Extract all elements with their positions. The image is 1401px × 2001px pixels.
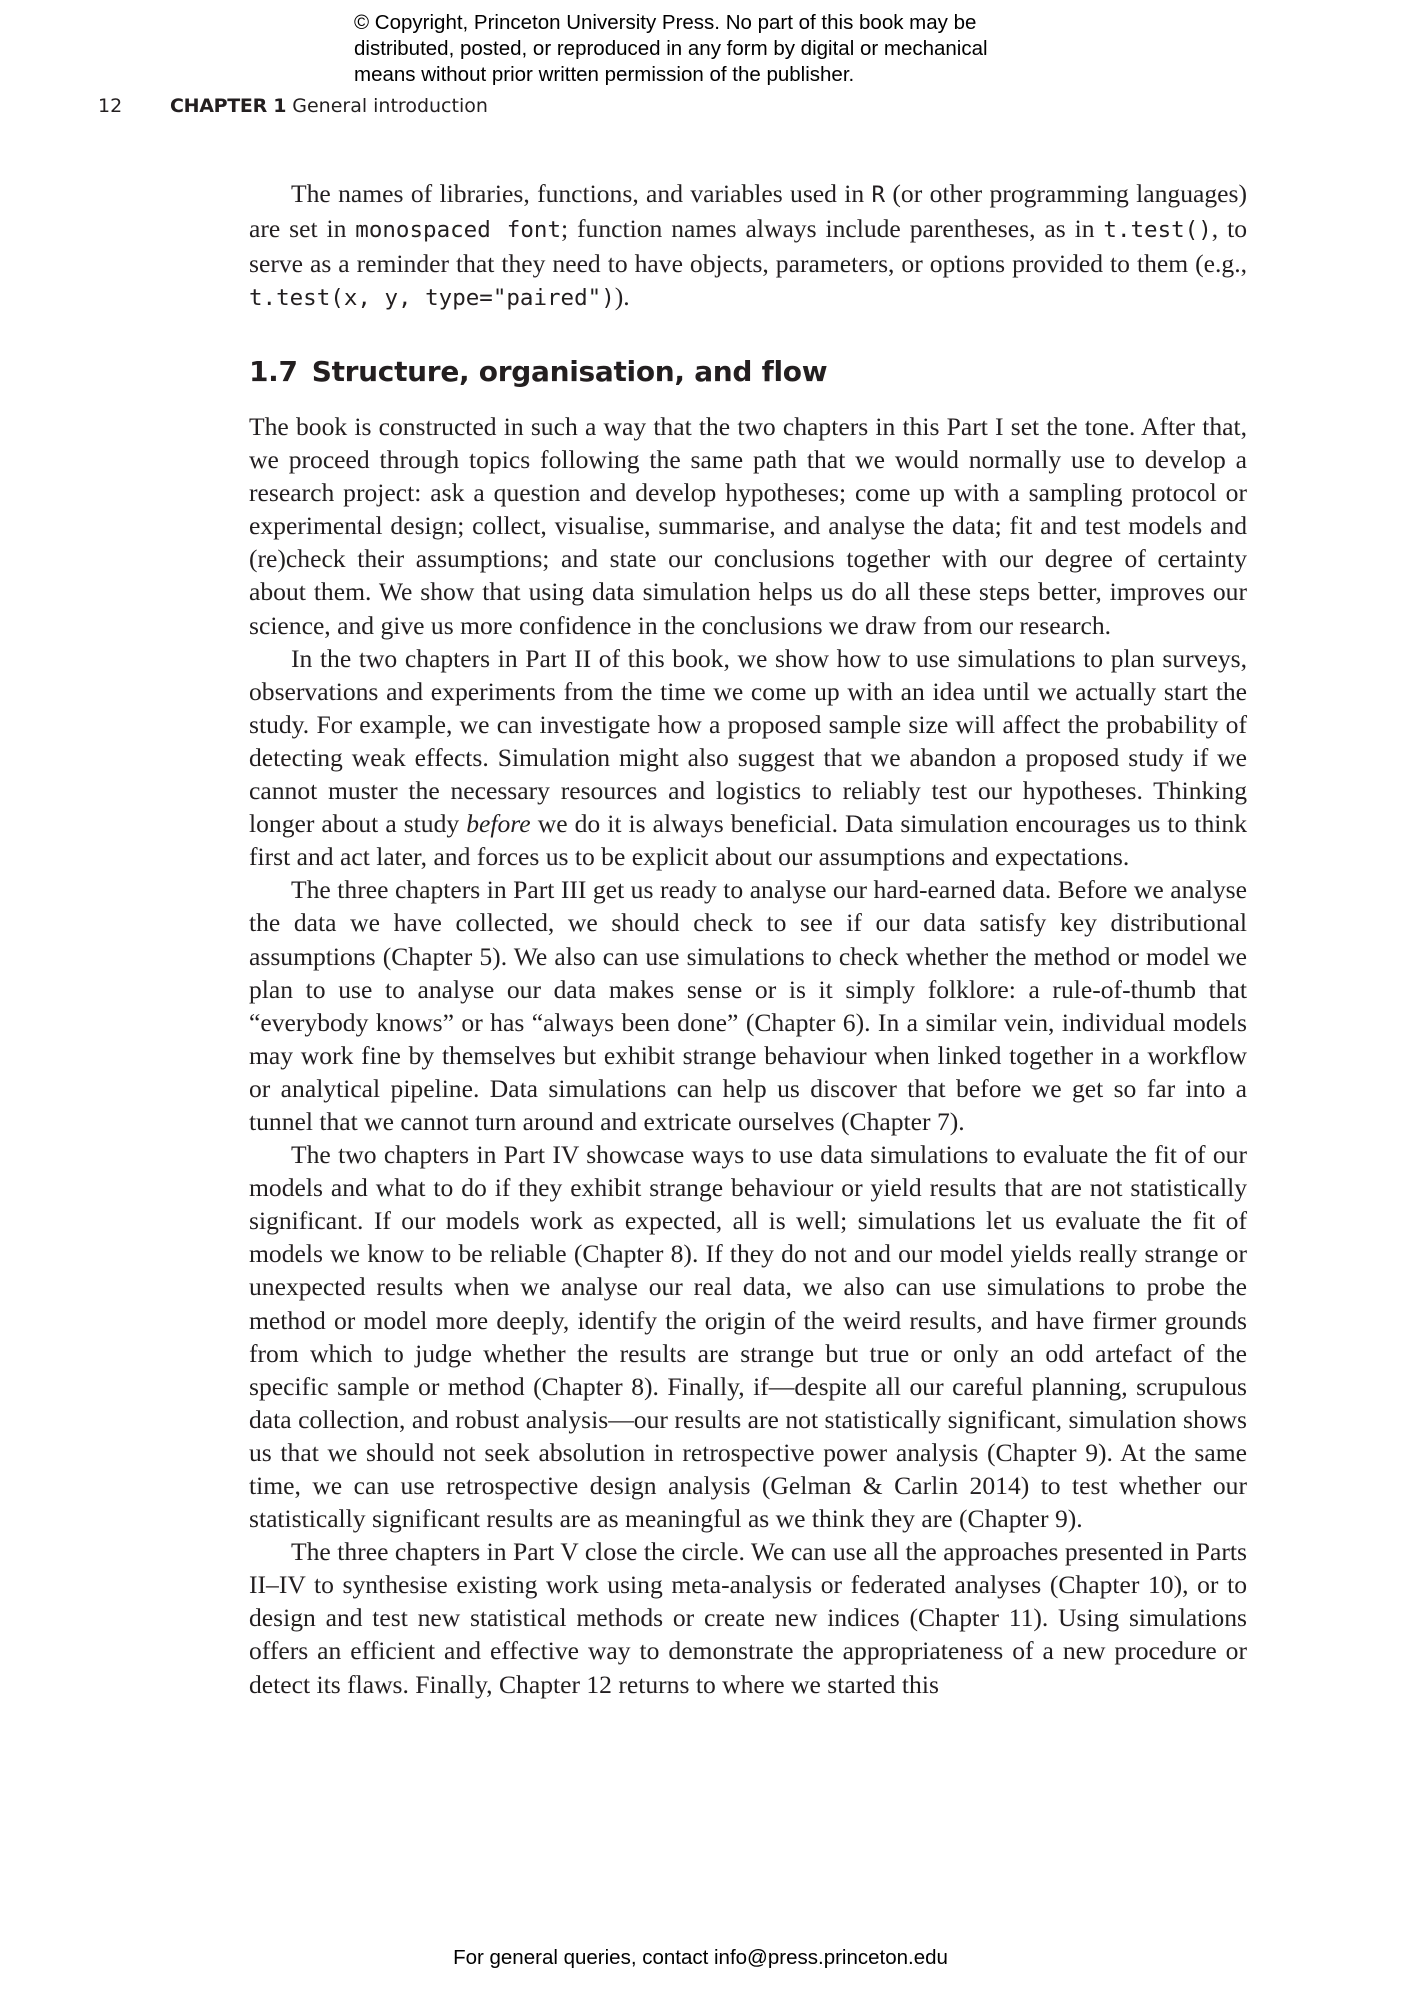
text-span: we do it is always beneficial. Data simulation encourages us to think first and act later, and forces us to be explicit about our assumptions and expectations.	[249, 809, 1247, 872]
code-span: R	[871, 182, 886, 208]
paragraph-part-v: The three chapters in Part V close the circle. We can use all the approaches presented in Parts II–IV to synthesise existing work using meta-analysis or federated analyses (Chapter 10), or to design and test new statistical methods or create new indices (Chapter 11). Using simulations offers an efficient and effective way to demonstrate the appropriateness of a new procedure or detect its flaws. Finally, Chapter 12 returns to where we started this	[249, 1537, 1247, 1699]
code-span: t.test(x, y, type="paired")	[249, 285, 615, 312]
text-span: ).	[614, 282, 630, 312]
code-span: monospaced font	[355, 217, 561, 244]
emphasis-span: before	[466, 809, 531, 839]
text-span: (or other programming languages) are set in	[249, 179, 1248, 244]
section-heading	[249, 355, 827, 388]
copyright-line: means without prior written permission of the publisher.	[354, 63, 855, 86]
intro-paragraph	[249, 177, 1247, 315]
paragraph-part-iii: The three chapters in Part III get us ready to analyse our hard-earned data. Before we analyse the data we have collected, we should check to see if our data satisfy key distributional assumptions (Chapter 5). We also can use simulations to check whether the method or model we plan to use to analyse our data makes sense or is it simply folklore: a rule-of-thumb that “everybody knows” or has “always been done” (Chapter 6). In a similar vein, individual models may work fine by themselves but exhibit strange behaviour when linked together in a workflow or analytical pipeline. Data simulations can help us discover that before we get so far into a tunnel that we cannot turn around and extricate ourselves (Chapter 7).	[249, 875, 1247, 1136]
copyright-notice	[354, 10, 1074, 88]
paragraph-part-i: The book is constructed in such a way that the two chapters in this Part I set the tone. After that, we proceed through topics following the same path that we would normally use to develop a research project: ask a question and develop hypotheses; come up with a sampling protocol or experimental design; collect, visualise, summarise, and analyse the data; fit and test models and (re)check their assumptions; and state our conclusions together with our degree of certainty about them. We show that using data simulation helps us do all these steps better, improves our science, and give us more confidence in the conclusions we draw from our research.	[249, 412, 1247, 640]
chapter-label: CHAPTER 1	[170, 95, 287, 117]
copyright-line: distributed, posted, or reproduced in any form by digital or mechanical	[354, 37, 988, 60]
chapter-title: General introduction	[292, 95, 488, 117]
page-number: 12	[98, 95, 123, 117]
text-span: In the two chapters in Part II of this book, we show how to use simulations to plan surveys, observations and experiments from the time we come up with an idea until we actually start the study. For example, we can investigate how a proposed sample size will affect the probability of detecting weak effects. Simulation might also suggest that we abandon a proposed study if we cannot muster the necessary resources and logistics to reliably test our hypotheses. Thinking longer about a study	[249, 643, 1247, 839]
text-span: ; function names always include parentheses, as in	[561, 214, 1104, 244]
text-span: The names of libraries, functions, and variables used in	[291, 179, 872, 208]
paragraph-part-ii	[249, 642, 1247, 874]
text-span: , to serve as a reminder that they need to have objects, parameters, or options provided to them (e.g.,	[249, 214, 1247, 279]
running-head	[98, 95, 488, 117]
paragraph-part-iv: The two chapters in Part IV showcase ways to use data simulations to evaluate the fit of our models and what to do if they exhibit strange behaviour or yield results that are not statistically significant. If our models work as expected, all is well; simulations let us evaluate the fit of models we know to be reliable (Chapter 8). If they do not and our model yields really strange or unexpected results when we analyse our real data, we also can use simulations to probe the method or model more deeply, identify the origin of the weird results, and have firmer grounds from which to judge whether the results are strange but true or only an odd artefact of the specific sample or method (Chapter 8). Finally, if—despite all our careful planning, scrupulous data collection, and robust analysis—our results are not statistically significant, simulation shows us that we should not seek absolution in retrospective power analysis (Chapter 9). At the same time, we can use retrospective design analysis (Gelman & Carlin 2014) to test whether our statistically significant results are as meaningful as we think they are (Chapter 9).	[249, 1140, 1247, 1534]
footer-contact: For general queries, contact info@press.princeton.edu	[453, 1946, 948, 1969]
code-span: t.test()	[1103, 217, 1212, 244]
copyright-line: © Copyright, Princeton University Press. No part of this book may be	[354, 11, 977, 34]
intro-text-block	[249, 177, 1247, 315]
section-number: 1.7	[249, 355, 298, 388]
section-title: Structure, organisation, and flow	[311, 355, 828, 388]
section-body	[249, 410, 1247, 1701]
